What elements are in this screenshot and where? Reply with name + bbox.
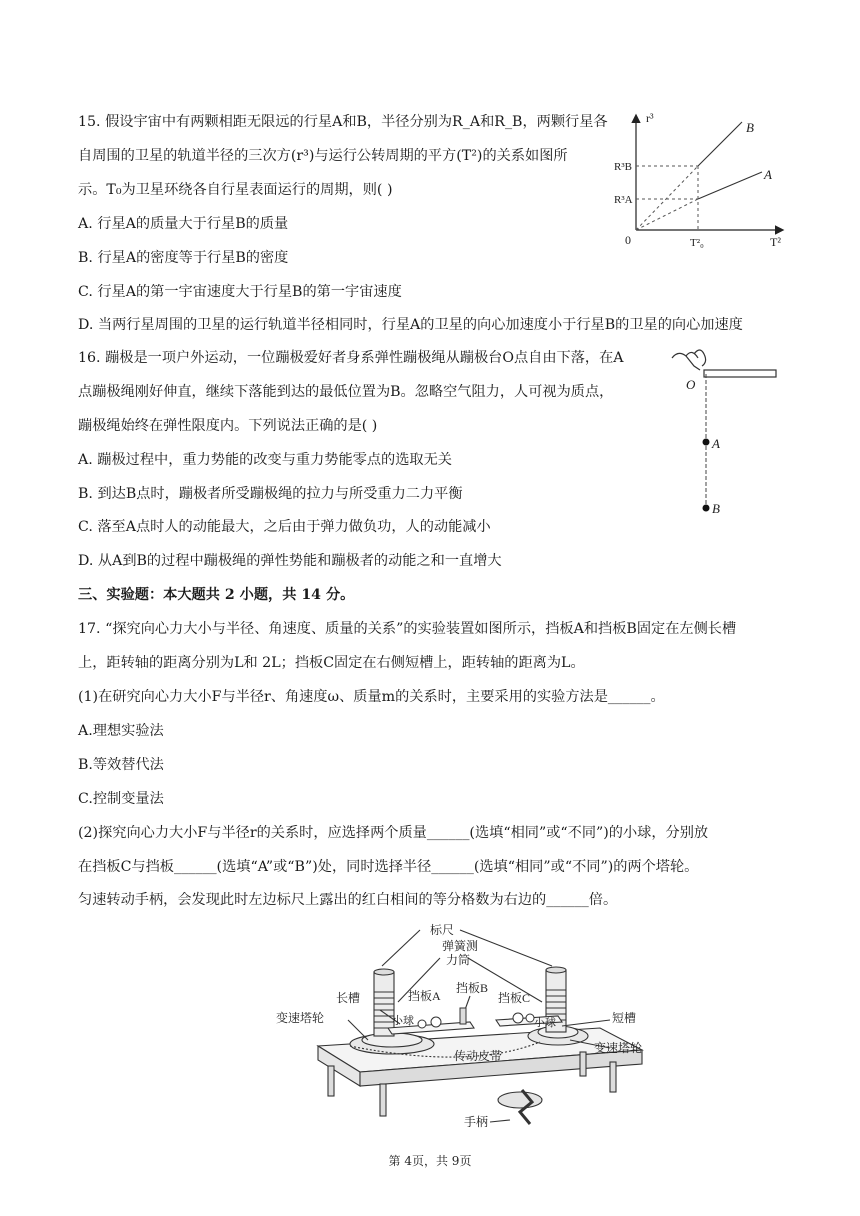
q15-option-b: B. 行星A的密度等于行星B的密度 [78,250,289,266]
label-spring-2: 力筒 [446,953,471,967]
q16-bungee-figure [664,344,784,516]
label-belt: 传动皮带 [454,1049,503,1063]
q15-stem-line-2: 自周围的卫星的轨道半径的三次方(r³)与运行公转周期的平方(T²)的关系如图所 [78,148,568,164]
q15-line-b-label: B [746,120,754,135]
handle-wheel [498,1092,542,1108]
label-short-slot: 短槽 [612,1011,637,1025]
q15-stem-line-3: 示。T₀为卫星环绕各自行星表面运行的周期，则( ) [78,182,393,198]
q17-stem-line-2: 上，距转轴的距离分别为L和 2L；挡板C固定在右侧短槽上，距转轴的距离为L。 [78,655,585,671]
baffle-b [460,1008,466,1024]
baffle-a [431,1017,441,1027]
label-baffle-a: 挡板A [408,989,441,1003]
q16-stem-line-2: 点蹦极绳刚好伸直，继续下落能到达的最低位置为B。忽略空气阻力，人可视为质点， [78,384,614,400]
leg-2 [380,1084,386,1116]
section-3-heading: 三、实验题：本大题共 2 小题，共 14 分。 [78,587,355,603]
q16-option-b: B. 到达B点时，蹦极者所受蹦极绳的拉力与所受重力二力平衡 [78,486,463,502]
q17-choice-c: C.控制变量法 [78,791,164,807]
q15-line-a [698,172,762,199]
point-b-label: B [712,501,720,516]
platform [704,370,776,377]
q15-x-axis-label: T² [770,235,781,249]
label-ruler: 标尺 [430,923,455,937]
q15-option-c: C. 行星A的第一宇宙速度大于行星B的第一宇宙速度 [78,284,402,300]
label-baffle-c: 挡板C [498,991,531,1005]
label-spring-1: 弹簧测 [442,939,479,953]
q15-graph [612,104,792,250]
label-wheel-left: 变速塔轮 [276,1011,325,1025]
ball-right [526,1014,534,1022]
q16-option-a: A. 蹦极过程中，重力势能的改变与重力势能零点的选取无关 [78,452,452,468]
q17-part-2-line-2: 在挡板C与挡板______(选填“A”或“B”)处，同时选择半径______(选填“相同”或“不同”)的两个塔轮。 [78,859,699,875]
point-b-dot [703,505,710,512]
q17-choice-b: B.等效替代法 [78,757,164,773]
q15-line-a-label: A [764,167,772,182]
q17-apparatus-figure [270,922,670,1134]
label-wheel-right: 变速塔轮 [594,1041,643,1055]
leg-3 [610,1062,616,1092]
label-ball-left: 小球 [392,1015,414,1027]
label-handle: 手柄 [464,1115,489,1129]
q15-t0-label: T²₀ [690,237,704,249]
point-a-label: A [712,436,720,451]
jumper-icon [672,350,706,370]
q16-option-d: D. 从A到B的过程中蹦极绳的弹性势能和蹦极者的动能之和一直增大 [78,553,502,569]
q17-part-2-line-1: (2)探究向心力大小F与半径r的关系时，应选择两个质量______(选填“相同”或“不同”)的小球，分别放 [78,825,709,841]
q17-stem-line-1: 17. “探究向心力大小与半径、角速度、质量的关系”的实验装置如图所示，挡板A和挡板B固定在左侧长槽 [78,621,737,637]
q15-stem-line-1: 15. 假设宇宙中有两颗相距无限远的行星A和B，半径分别为R_A和R_B，两颗行星各 [78,114,608,130]
q17-choice-a: A.理想实验法 [78,723,164,739]
leg-4 [580,1052,586,1076]
q15-rb-label: R³B [614,161,632,173]
ball-left [418,1020,426,1028]
point-a-dot [703,439,710,446]
q16-stem-line-3: 蹦极绳始终在弹性限度内。下列说法正确的是( ) [78,418,378,434]
q15-origin-label: 0 [625,233,631,247]
label-long-slot: 长槽 [336,991,361,1005]
q16-option-c: C. 落至A点时人的动能最大，之后由于弹力做负功，人的动能减小 [78,519,491,535]
page-footer: 第 4页，共 9页 [388,1154,472,1168]
q17-part-2-line-3: 匀速转动手柄，会发现此时左边标尺上露出的红白相间的等分格数为右边的______倍。 [78,892,618,908]
q15-option-d: D. 当两行星周围的卫星的运行轨道半径相同时，行星A的卫星的向心加速度小于行星B的卫星的向心加速度 [78,317,743,333]
q15-option-a: A. 行星A的质量大于行星B的质量 [78,216,289,232]
q15-y-axis-label: r³ [646,111,654,125]
point-o-label: O [686,377,696,392]
q15-line-b [698,122,742,166]
label-baffle-b: 挡板B [456,981,489,995]
q16-stem-line-1: 16. 蹦极是一项户外运动，一位蹦极爱好者身系弹性蹦极绳从蹦极台O点自由下落，在A [78,350,624,366]
q15-ra-label: R³A [614,194,633,206]
leg-1 [328,1066,334,1096]
label-ball-right: 小球 [534,1017,556,1029]
q17-part-1: (1)在研究向心力大小F与半径r、角速度ω、质量m的关系时，主要采用的实验方法是______。 [78,689,665,705]
baffle-c [513,1013,523,1023]
